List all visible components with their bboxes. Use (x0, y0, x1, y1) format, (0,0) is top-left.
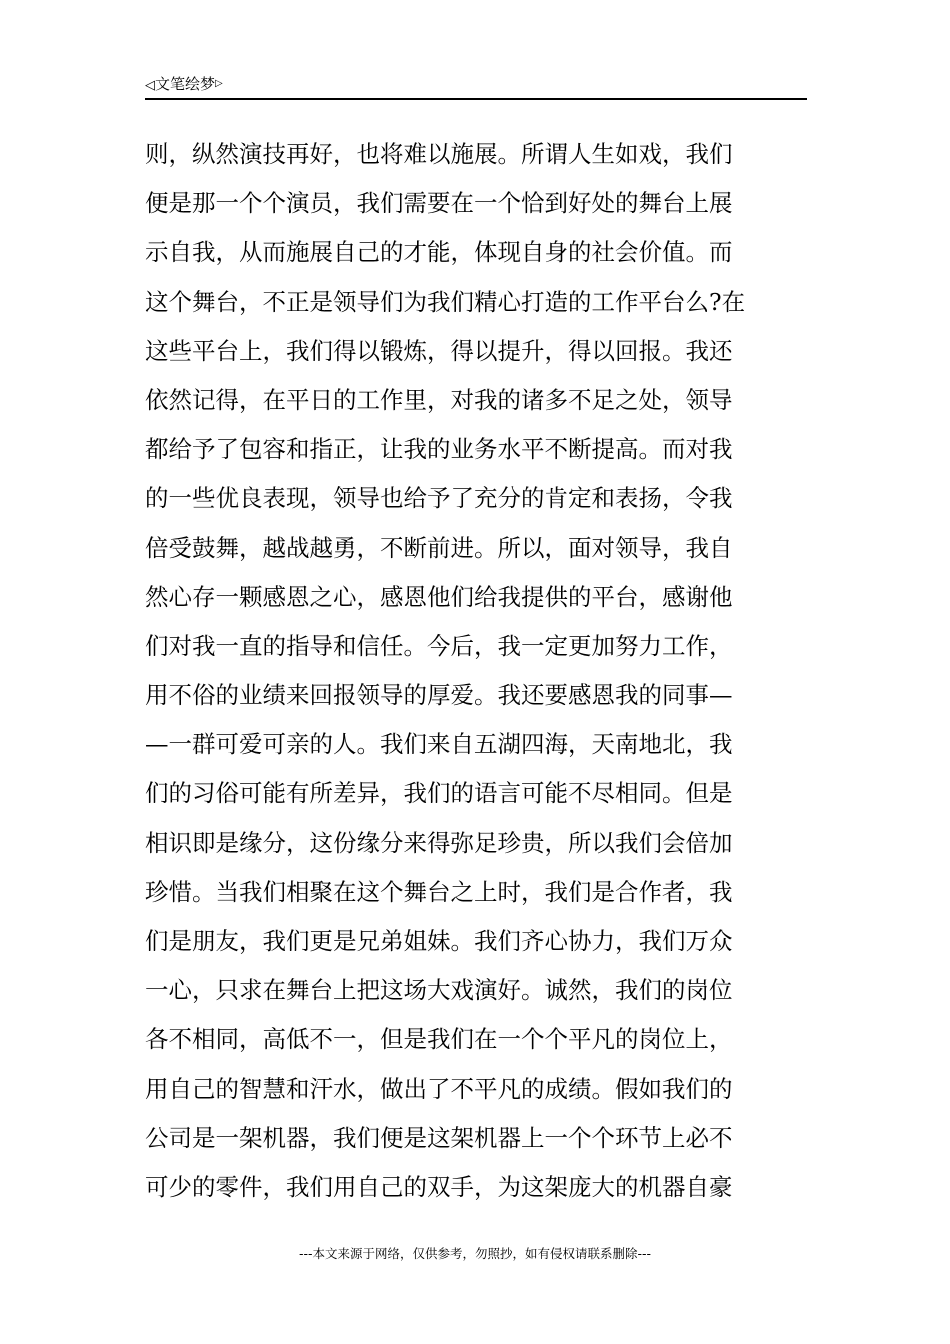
text-line: 用不俗的业绩来回报领导的厚爱。我还要感恩我的同事— (145, 681, 733, 710)
text-line: 示自我，从而施展自己的才能，体现自身的社会价值。而 (145, 238, 733, 267)
right-triangle-icon: ▷ (215, 78, 223, 89)
header-title-group (145, 74, 223, 97)
text-line: 这些平台上，我们得以锻炼，得以提升，得以回报。我还 (145, 336, 733, 365)
text-line: 依然记得，在平日的工作里，对我的诸多不足之处，领导 (145, 385, 733, 414)
text-line: 则，纵然演技再好，也将难以施展。所谓人生如戏，我们 (145, 140, 733, 168)
left-triangle-icon: ◁ (145, 78, 155, 93)
text-line: —一群可爱可亲的人。我们来自五湖四海，天南地北，我 (145, 730, 733, 759)
text-line: 们是朋友，我们更是兄弟姐妹。我们齐心协力，我们万众 (145, 927, 733, 955)
document-body (145, 130, 810, 1212)
page-header (145, 74, 807, 100)
text-line: 珍惜。当我们相聚在这个舞台之上时，我们是合作者，我 (145, 877, 733, 906)
header-title: 文笔绘梦 (155, 75, 216, 93)
text-line: 的一些优良表现，领导也给予了充分的肯定和表扬，令我 (145, 484, 733, 513)
text-line: 便是那一个个演员，我们需要在一个恰到好处的舞台上展 (145, 189, 733, 218)
text-line: 这个舞台，不正是领导们为我们精心打造的工作平台么?在 (145, 287, 746, 316)
text-line: 都给予了包容和指正，让我的业务水平不断提高。而对我 (145, 435, 733, 464)
text-line: 可少的零件，我们用自己的双手，为这架庞大的机器自豪 (145, 1172, 733, 1201)
text-line: 倍受鼓舞，越战越勇，不断前进。所以，面对领导，我自 (145, 533, 733, 562)
text-line: 公司是一架机器，我们便是这架机器上一个个环节上必不 (145, 1123, 733, 1152)
page-footer: ---本文来源于网络，仅供参考，勿照抄，如有侵权请联系删除--- (298, 1246, 652, 1261)
text-line: 一心，只求在舞台上把这场大戏演好。诚然，我们的岗位 (145, 976, 733, 1005)
text-line: 们的习俗可能有所差异，我们的语言可能不尽相同。但是 (145, 779, 733, 808)
text-line: 然心存一颗感恩之心，感恩他们给我提供的平台，感谢他 (145, 582, 733, 611)
text-line: 相识即是缘分，这份缘分来得弥足珍贵，所以我们会倍加 (145, 828, 733, 857)
text-line: 各不相同，高低不一，但是我们在一个个平凡的岗位上， (145, 1025, 733, 1054)
text-line: 用自己的智慧和汗水，做出了不平凡的成绩。假如我们的 (145, 1074, 733, 1103)
text-line: 们对我一直的指导和信任。今后，我一定更加努力工作， (145, 631, 733, 660)
